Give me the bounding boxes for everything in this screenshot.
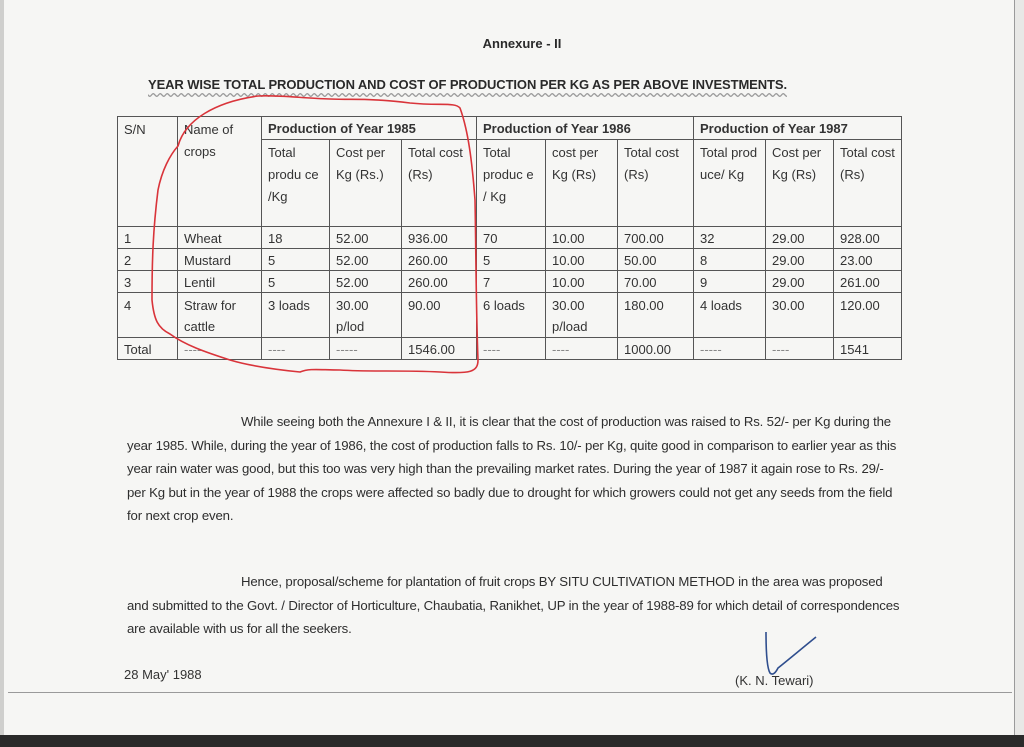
cell: 29.00 bbox=[766, 227, 834, 249]
cell: 30.00 p/lod bbox=[330, 293, 402, 338]
cell: ---- bbox=[546, 338, 618, 360]
signatory-name: (K. N. Tewari) bbox=[735, 673, 814, 688]
footer-rule bbox=[8, 692, 1012, 693]
cell: 6 loads bbox=[477, 293, 546, 338]
subheader-1986-total-cost: Total cost (Rs) bbox=[618, 140, 694, 227]
cell: 700.00 bbox=[618, 227, 694, 249]
cell: 120.00 bbox=[834, 293, 902, 338]
cell: 936.00 bbox=[402, 227, 477, 249]
row-crop: Wheat bbox=[178, 227, 262, 249]
table-row bbox=[118, 227, 902, 249]
row-crop: Straw for cattle bbox=[178, 293, 262, 338]
document-heading: YEAR WISE TOTAL PRODUCTION AND COST OF PRODUCTION PER KG AS PER ABOVE INVESTMENTS. bbox=[148, 77, 787, 92]
cell: ----- bbox=[330, 338, 402, 360]
cell: 30.00 p/load bbox=[546, 293, 618, 338]
annexure-title: Annexure - II bbox=[482, 36, 562, 51]
cell: 10.00 bbox=[546, 227, 618, 249]
cell: 8 bbox=[694, 249, 766, 271]
cell: 7 bbox=[477, 271, 546, 293]
row-crop: Lentil bbox=[178, 271, 262, 293]
subheader-1986-cost-per-kg: cost per Kg (Rs) bbox=[546, 140, 618, 227]
cell: 4 loads bbox=[694, 293, 766, 338]
cell: 18 bbox=[262, 227, 330, 249]
cell: 23.00 bbox=[834, 249, 902, 271]
paragraph-analysis-text: While seeing both the Annexure I & II, it is clear that the cost of production was raised to Rs. 52/- per Kg during the year 1985. While, during the year of 1986, the cost of production falls to Rs. 10/- per Kg, quite good in comparison to earlier year as this year rain water was good, but this too was very high than the prevailing market rates. During the year of 1987 it again rose to Rs. 29/- per Kg but in the year of 1988 the crops were affected so badly due to drought for which growers could not get any seeds from the field for next crop even. bbox=[127, 414, 897, 523]
cell: ----- bbox=[694, 338, 766, 360]
paragraph-proposal-text: Hence, proposal/scheme for plantation of fruit crops BY SITU CULTIVATION METHOD in the area was proposed and submitted to the Govt. / Director of Horticulture, Chaubatia, Ranikhet, UP in the year of 1988-89 for which detail of correspondences are available with us for all the seekers. bbox=[127, 574, 900, 636]
scan-bottom-edge bbox=[0, 735, 1024, 747]
cell: 52.00 bbox=[330, 249, 402, 271]
total-1985: 1546.00 bbox=[402, 338, 477, 360]
row-sn: 3 bbox=[118, 271, 178, 293]
subheader-1986-produce: Total produc e / Kg bbox=[477, 140, 546, 227]
cell: 9 bbox=[694, 271, 766, 293]
cell: ---- bbox=[178, 338, 262, 360]
cell: 29.00 bbox=[766, 271, 834, 293]
cell: 3 loads bbox=[262, 293, 330, 338]
subheader-1985-produce: Total produ ce /Kg bbox=[262, 140, 330, 227]
scan-right-edge bbox=[1014, 0, 1024, 735]
subheader-1985-cost-per-kg: Cost per Kg (Rs.) bbox=[330, 140, 402, 227]
cell: 10.00 bbox=[546, 249, 618, 271]
cell: 50.00 bbox=[618, 249, 694, 271]
total-1987: 1541 bbox=[834, 338, 902, 360]
cell: 260.00 bbox=[402, 271, 477, 293]
subheader-1987-cost-per-kg: Cost per Kg (Rs) bbox=[766, 140, 834, 227]
row-sn: 1 bbox=[118, 227, 178, 249]
document-date: 28 May' 1988 bbox=[124, 667, 202, 682]
header-year-1987: Production of Year 1987 bbox=[694, 117, 902, 140]
cell: 70.00 bbox=[618, 271, 694, 293]
row-crop: Mustard bbox=[178, 249, 262, 271]
subheader-1985-total-cost: Total cost (Rs) bbox=[402, 140, 477, 227]
table-row bbox=[118, 293, 902, 338]
cell: 5 bbox=[477, 249, 546, 271]
cell: 260.00 bbox=[402, 249, 477, 271]
cell: 180.00 bbox=[618, 293, 694, 338]
subheader-1987-total-cost: Total cost (Rs) bbox=[834, 140, 902, 227]
cell: 261.00 bbox=[834, 271, 902, 293]
cell: 52.00 bbox=[330, 227, 402, 249]
row-sn: 2 bbox=[118, 249, 178, 271]
paragraph-analysis bbox=[127, 410, 897, 528]
cell: 32 bbox=[694, 227, 766, 249]
header-year-1985: Production of Year 1985 bbox=[262, 117, 477, 140]
cell: ---- bbox=[477, 338, 546, 360]
cell: 29.00 bbox=[766, 249, 834, 271]
header-crop-name: Name of crops bbox=[178, 117, 262, 227]
cell: 90.00 bbox=[402, 293, 477, 338]
total-1986: 1000.00 bbox=[618, 338, 694, 360]
total-label: Total bbox=[118, 338, 178, 360]
header-sn: S/N bbox=[118, 117, 178, 227]
table-row bbox=[118, 271, 902, 293]
table-row bbox=[118, 249, 902, 271]
row-sn: 4 bbox=[118, 293, 178, 338]
cell: 70 bbox=[477, 227, 546, 249]
subheader-1987-produce: Total prod uce/ Kg bbox=[694, 140, 766, 227]
cell: 5 bbox=[262, 271, 330, 293]
production-table bbox=[117, 116, 902, 360]
cell: 30.00 bbox=[766, 293, 834, 338]
header-year-1986: Production of Year 1986 bbox=[477, 117, 694, 140]
cell: 52.00 bbox=[330, 271, 402, 293]
paragraph-proposal bbox=[127, 570, 902, 641]
cell: ---- bbox=[262, 338, 330, 360]
cell: 928.00 bbox=[834, 227, 902, 249]
cell: ---- bbox=[766, 338, 834, 360]
cell: 5 bbox=[262, 249, 330, 271]
cell: 10.00 bbox=[546, 271, 618, 293]
table-total-row bbox=[118, 338, 902, 360]
